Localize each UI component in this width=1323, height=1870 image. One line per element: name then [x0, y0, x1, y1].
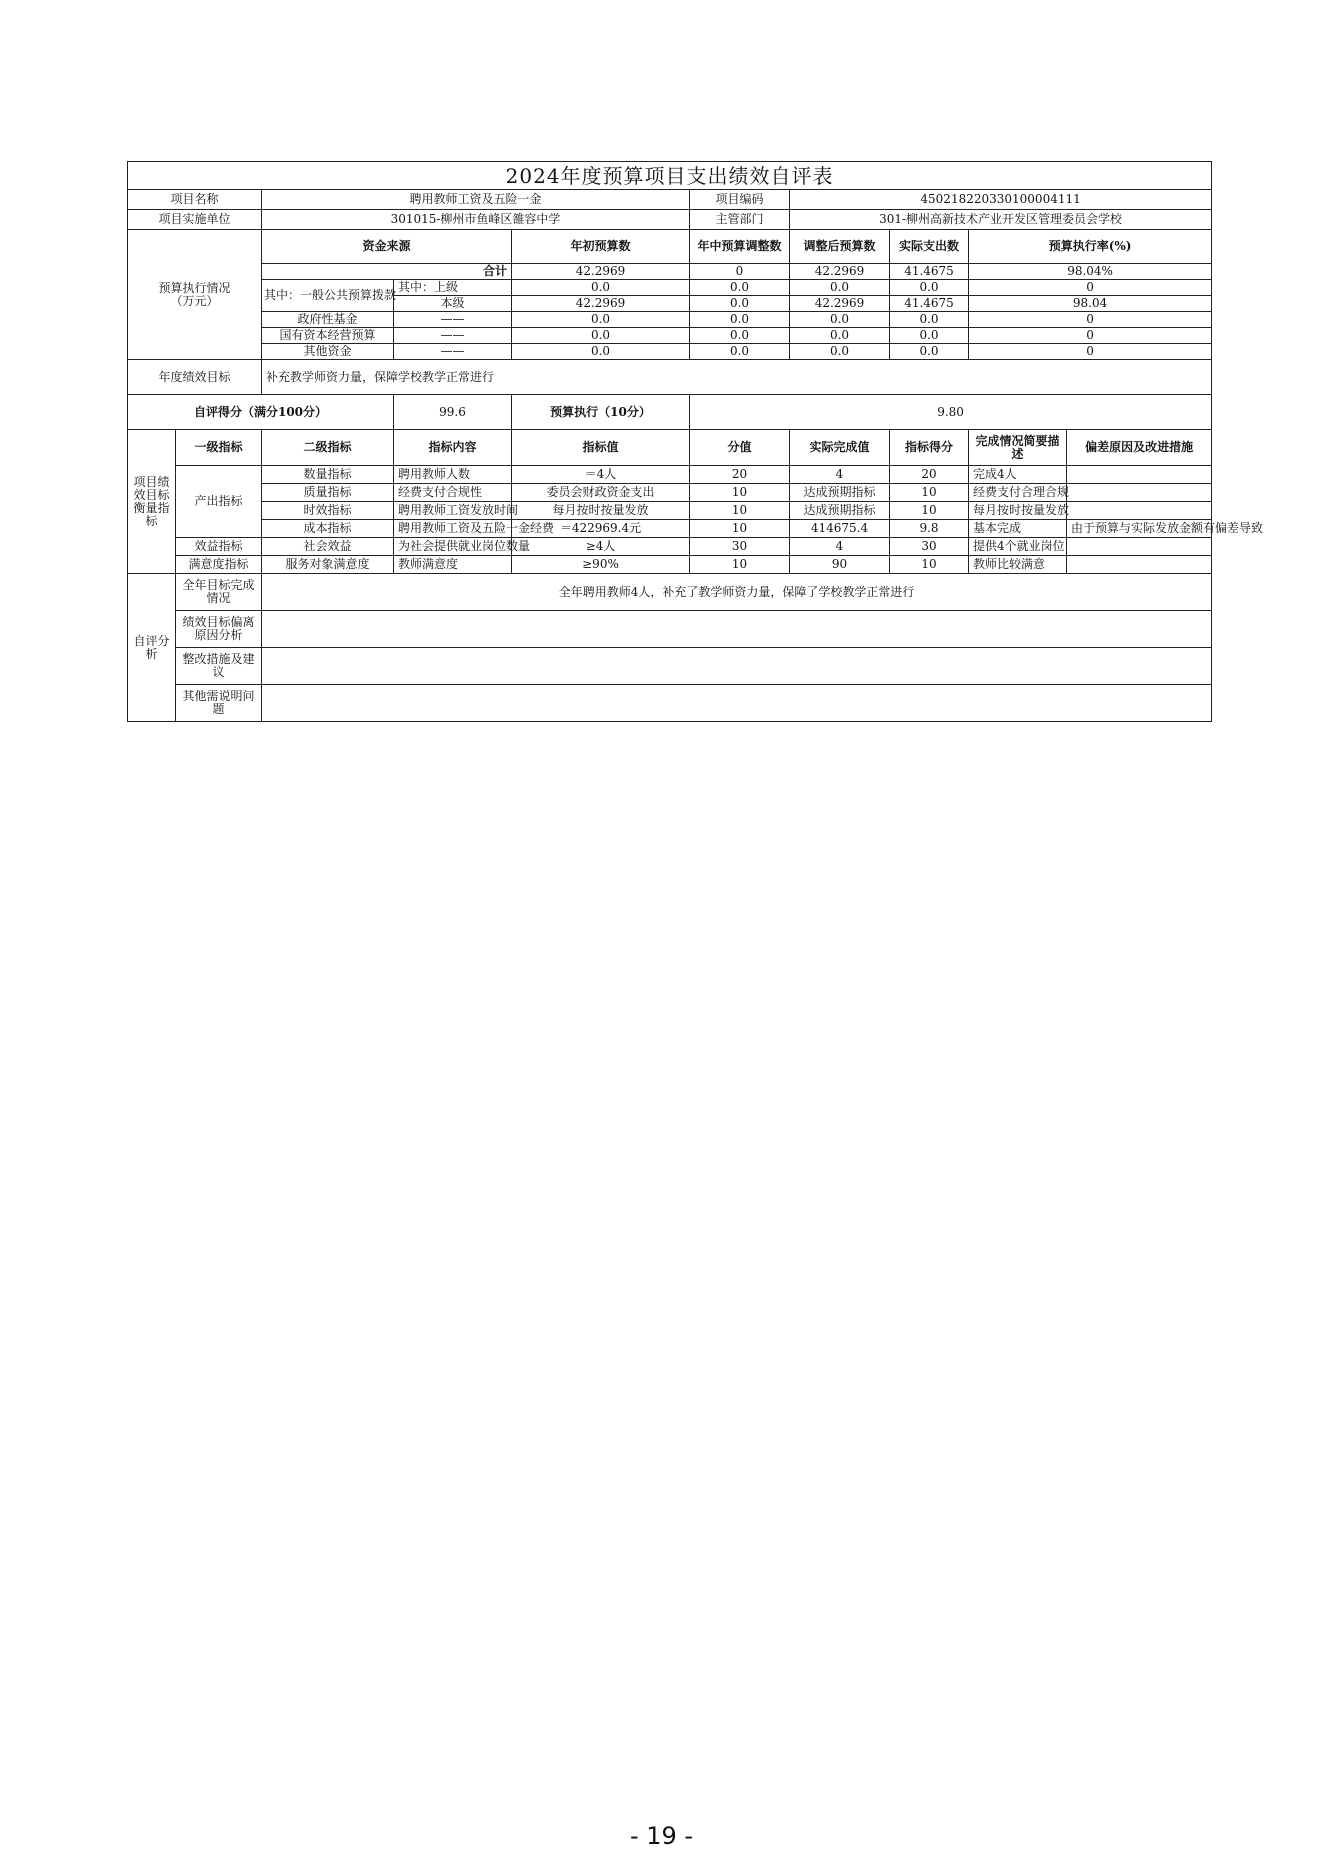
budget-total-label: 合计	[262, 264, 512, 280]
self-eval-row-text: 全年聘用教师4人，补充了教学师资力量，保障了学校教学正常进行	[262, 574, 1212, 611]
budget-govfund-dash: ——	[394, 312, 512, 328]
budget-header-initial: 年初预算数	[512, 230, 690, 264]
indicator-level2: 时效指标	[262, 502, 394, 520]
budget-govfund-rate: 0	[969, 312, 1212, 328]
indicator-actual: 4	[790, 538, 890, 556]
self-eval-row-label: 全年目标完成情况	[176, 574, 262, 611]
self-eval-row-label: 其他需说明问题	[176, 685, 262, 722]
indicator-row	[128, 556, 1212, 574]
indicator-row	[128, 502, 1212, 520]
budget-govfund-midyear: 0.0	[690, 312, 790, 328]
indicator-content: 聘用教师工资及五险一金经费	[394, 520, 512, 538]
self-eval-row-label: 绩效目标偏离原因分析	[176, 611, 262, 648]
budget-local-adjusted: 42.2969	[790, 296, 890, 312]
indicator-level2: 数量指标	[262, 466, 394, 484]
indicator-level2: 社会效益	[262, 538, 394, 556]
indicator-points: 10	[690, 502, 790, 520]
budget-upper-initial: 0.0	[512, 280, 690, 296]
project-name-label: 项目名称	[128, 190, 262, 210]
indicator-header-desc: 完成情况简要描述	[969, 430, 1067, 466]
budget-total-adjusted: 42.2969	[790, 264, 890, 280]
indicator-row	[128, 466, 1212, 484]
budget-upper-midyear: 0.0	[690, 280, 790, 296]
self-eval-section-label: 自评分析	[128, 574, 176, 722]
indicator-level2: 成本指标	[262, 520, 394, 538]
indicator-header-points: 分值	[690, 430, 790, 466]
indicator-desc: 经费支付合理合规	[969, 484, 1067, 502]
indicator-header-reason: 偏差原因及改进措施	[1067, 430, 1212, 466]
unit-label: 项目实施单位	[128, 210, 262, 230]
budget-exec-label: 预算执行（10分）	[512, 395, 690, 430]
indicator-reason	[1067, 466, 1212, 484]
budget-statecapital-label: 国有资本经营预算	[262, 328, 394, 344]
budget-upper-label: 其中：上级	[394, 280, 512, 296]
indicator-reason	[1067, 538, 1212, 556]
budget-upper-rate: 0	[969, 280, 1212, 296]
indicator-actual: 达成预期指标	[790, 484, 890, 502]
indicator-desc: 完成4人	[969, 466, 1067, 484]
self-eval-row-text	[262, 685, 1212, 722]
table-title: 2024年度预算项目支出绩效自评表	[128, 162, 1212, 190]
indicator-score: 10	[890, 502, 969, 520]
indicator-score: 10	[890, 556, 969, 574]
indicator-section-label: 项目绩效目标衡量指标	[128, 430, 176, 574]
budget-exec-value: 9.80	[690, 395, 1212, 430]
indicator-header-actual: 实际完成值	[790, 430, 890, 466]
self-eval-row-text	[262, 648, 1212, 685]
budget-section-label: 预算执行情况 （万元）	[128, 230, 262, 360]
budget-statecapital-dash: ——	[394, 328, 512, 344]
indicator-value: ＝4人	[512, 466, 690, 484]
indicator-desc: 教师比较满意	[969, 556, 1067, 574]
indicator-desc: 基本完成	[969, 520, 1067, 538]
indicator-score: 10	[890, 484, 969, 502]
indicator-reason: 由于预算与实际发放金额有偏差导致	[1067, 520, 1212, 538]
indicator-content: 教师满意度	[394, 556, 512, 574]
indicator-points: 10	[690, 484, 790, 502]
indicator-score: 30	[890, 538, 969, 556]
project-code-label: 项目编码	[690, 190, 790, 210]
indicator-satisfaction-label: 满意度指标	[176, 556, 262, 574]
budget-other-label: 其他资金	[262, 344, 394, 360]
indicator-actual: 达成预期指标	[790, 502, 890, 520]
indicator-points: 20	[690, 466, 790, 484]
self-score-value: 99.6	[394, 395, 512, 430]
indicator-benefit-label: 效益指标	[176, 538, 262, 556]
indicator-content: 聘用教师人数	[394, 466, 512, 484]
performance-self-evaluation-table	[127, 161, 1264, 722]
indicator-output-label: 产出指标	[176, 466, 262, 538]
indicator-header-level1: 一级指标	[176, 430, 262, 466]
budget-govfund-actual: 0.0	[890, 312, 969, 328]
self-eval-row-text	[262, 611, 1212, 648]
budget-other-dash: ——	[394, 344, 512, 360]
budget-other-midyear: 0.0	[690, 344, 790, 360]
indicator-value: ≥90%	[512, 556, 690, 574]
budget-header-source: 资金来源	[262, 230, 512, 264]
self-score-label: 自评得分（满分100分）	[128, 395, 394, 430]
budget-upper-actual: 0.0	[890, 280, 969, 296]
budget-govfund-label: 政府性基金	[262, 312, 394, 328]
budget-other-rate: 0	[969, 344, 1212, 360]
indicator-content: 聘用教师工资发放时间	[394, 502, 512, 520]
indicator-row	[128, 538, 1212, 556]
budget-local-label: 本级	[394, 296, 512, 312]
indicator-actual: 414675.4	[790, 520, 890, 538]
indicator-header-score: 指标得分	[890, 430, 969, 466]
dept: 301-柳州高新技术产业开发区管理委员会学校	[790, 210, 1212, 230]
indicator-points: 30	[690, 538, 790, 556]
budget-other-adjusted: 0.0	[790, 344, 890, 360]
indicator-desc: 每月按时按量发放	[969, 502, 1067, 520]
budget-header-adjusted: 调整后预算数	[790, 230, 890, 264]
budget-header-rate: 预算执行率(%)	[969, 230, 1212, 264]
indicator-actual: 90	[790, 556, 890, 574]
indicator-content: 为社会提供就业岗位数量	[394, 538, 512, 556]
annual-goal-text: 补充教学师资力量，保障学校教学正常进行	[262, 360, 1212, 395]
indicator-reason	[1067, 556, 1212, 574]
indicator-points: 10	[690, 556, 790, 574]
unit: 301015-柳州市鱼峰区雒容中学	[262, 210, 690, 230]
budget-header-actual: 实际支出数	[890, 230, 969, 264]
indicator-score: 9.8	[890, 520, 969, 538]
self-eval-row-label: 整改措施及建议	[176, 648, 262, 685]
project-name: 聘用教师工资及五险一金	[262, 190, 690, 210]
indicator-points: 10	[690, 520, 790, 538]
project-code: 450218220330100004111	[790, 190, 1212, 210]
budget-general-label: 其中：一般公共预算拨款	[262, 280, 394, 312]
budget-total-midyear: 0	[690, 264, 790, 280]
indicator-header-level2: 二级指标	[262, 430, 394, 466]
indicator-desc: 提供4个就业岗位	[969, 538, 1067, 556]
budget-statecapital-actual: 0.0	[890, 328, 969, 344]
budget-total-actual: 41.4675	[890, 264, 969, 280]
budget-local-rate: 98.04	[969, 296, 1212, 312]
budget-govfund-adjusted: 0.0	[790, 312, 890, 328]
indicator-content: 经费支付合规性	[394, 484, 512, 502]
budget-statecapital-midyear: 0.0	[690, 328, 790, 344]
indicator-reason	[1067, 502, 1212, 520]
indicator-value: 每月按时按量发放	[512, 502, 690, 520]
budget-statecapital-initial: 0.0	[512, 328, 690, 344]
indicator-reason	[1067, 484, 1212, 502]
indicator-value: ＝422969.4元	[512, 520, 690, 538]
indicator-header-value: 指标值	[512, 430, 690, 466]
budget-total-initial: 42.2969	[512, 264, 690, 280]
indicator-level2: 服务对象满意度	[262, 556, 394, 574]
budget-total-rate: 98.04%	[969, 264, 1212, 280]
indicator-header-content: 指标内容	[394, 430, 512, 466]
indicator-row	[128, 484, 1212, 502]
indicator-row	[128, 520, 1212, 538]
budget-govfund-initial: 0.0	[512, 312, 690, 328]
budget-other-initial: 0.0	[512, 344, 690, 360]
page-number: - 19 -	[629, 1822, 694, 1850]
indicator-score: 20	[890, 466, 969, 484]
budget-local-initial: 42.2969	[512, 296, 690, 312]
budget-other-actual: 0.0	[890, 344, 969, 360]
budget-statecapital-adjusted: 0.0	[790, 328, 890, 344]
budget-statecapital-rate: 0	[969, 328, 1212, 344]
budget-upper-adjusted: 0.0	[790, 280, 890, 296]
annual-goal-label: 年度绩效目标	[128, 360, 262, 395]
indicator-value: ≥4人	[512, 538, 690, 556]
dept-label: 主管部门	[690, 210, 790, 230]
indicator-value: 委员会财政资金支出	[512, 484, 690, 502]
budget-header-midyear: 年中预算调整数	[690, 230, 790, 264]
indicator-actual: 4	[790, 466, 890, 484]
budget-local-actual: 41.4675	[890, 296, 969, 312]
indicator-level2: 质量指标	[262, 484, 394, 502]
budget-local-midyear: 0.0	[690, 296, 790, 312]
